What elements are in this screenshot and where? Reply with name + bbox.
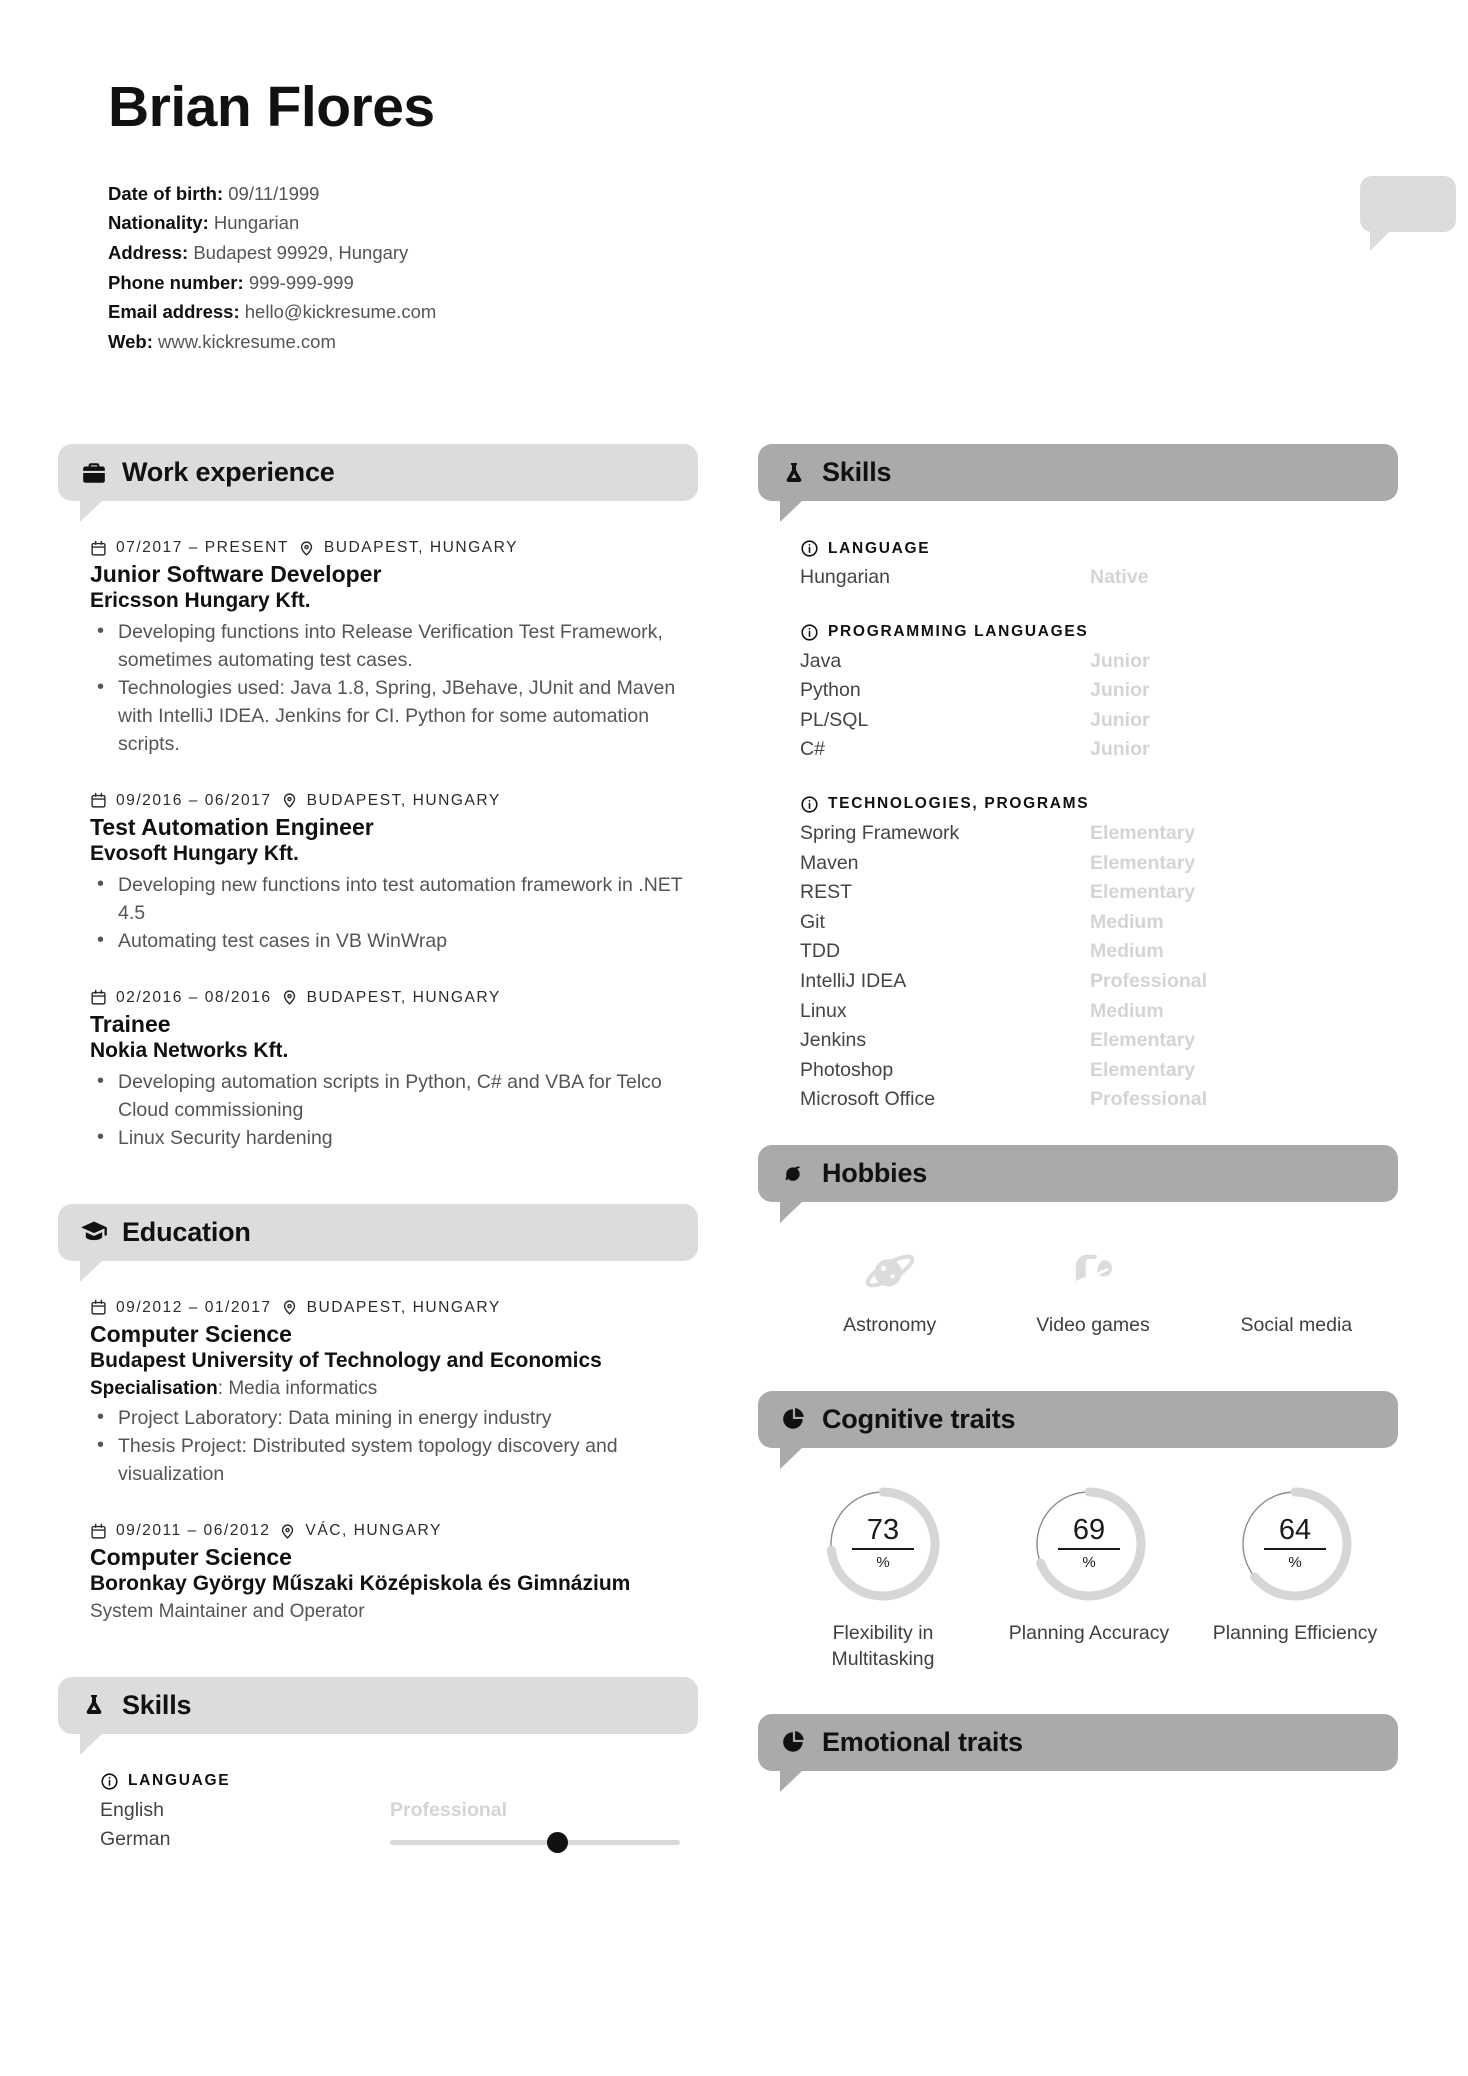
section-work-experience <box>58 444 698 1152</box>
section-header-skills-left <box>58 1677 698 1734</box>
skill-name: Maven <box>800 851 859 874</box>
entry-note: System Maintainer and Operator <box>90 1601 365 1623</box>
section-title: Skills <box>822 457 892 487</box>
entry-meta <box>90 539 698 557</box>
section-header-skills-right <box>758 444 1398 501</box>
section-title: Emotional traits <box>822 1726 1023 1757</box>
list-item: • Developing automation scripts in Python, C# and VBA for Telco Cloud commissioning <box>90 1068 698 1124</box>
section-title: Education <box>122 1216 251 1247</box>
entry-role: Junior Software Developer <box>90 561 382 587</box>
entry-bullets <box>90 618 698 758</box>
skill-level: Professional <box>1090 1088 1208 1111</box>
skill-name: REST <box>800 881 853 904</box>
skill-name: German <box>100 1828 171 1851</box>
skill-group-title: TECHNOLOGIES, PROGRAMS <box>828 795 1090 813</box>
planet-icon <box>788 1240 991 1302</box>
specialisation-label: Specialisation <box>90 1377 218 1399</box>
skill-group-header <box>800 795 1398 814</box>
section-cognitive-traits <box>758 1391 1398 1672</box>
contact-row <box>108 327 1468 357</box>
gauge-value: 69 <box>1072 1514 1106 1547</box>
skill-level: Medium <box>1090 940 1164 963</box>
entry-degree: Computer Science <box>90 1544 292 1571</box>
skill-name: Jenkins <box>800 1029 867 1052</box>
skill-group <box>58 1772 698 1855</box>
skill-level-slider[interactable] <box>390 1840 680 1845</box>
skill-level: Junior <box>1090 738 1150 761</box>
page-title: Brian Flores <box>108 75 435 139</box>
list-item: • Linux Security hardening <box>90 1124 698 1152</box>
contact-value[interactable]: www.kickresume.com <box>158 330 336 352</box>
contact-value: Hungarian <box>213 212 300 234</box>
graduation-cap-icon <box>80 1218 108 1246</box>
entry-bullets <box>90 1068 698 1152</box>
skill-name: Linux <box>800 999 847 1022</box>
contact-value: 09/11/1999 <box>228 182 320 204</box>
entry-bullets <box>90 871 698 955</box>
entry-meta <box>90 989 698 1007</box>
gauge-ring <box>825 1486 941 1602</box>
skill-group-title: LANGUAGE <box>828 539 931 557</box>
gauge-label: Planning Accuracy <box>1008 1621 1170 1644</box>
section-title: Hobbies <box>822 1157 928 1188</box>
hobbies-list <box>758 1240 1398 1337</box>
skill-name: TDD <box>800 940 841 963</box>
education-entry <box>58 1522 698 1625</box>
skill-name: PL/SQL <box>800 708 869 731</box>
skill-level: Elementary <box>1090 1029 1196 1052</box>
contact-label: Date of birth: <box>108 182 224 204</box>
hobby-label: Astronomy <box>843 1313 937 1336</box>
decorative-speech-bubble <box>1360 176 1456 232</box>
hobby-label: Social media <box>1240 1313 1353 1336</box>
pie-chart-icon <box>780 1405 808 1433</box>
hobby-label: Video games <box>1036 1313 1150 1336</box>
skill-row <box>800 878 1398 908</box>
skill-name: English <box>100 1798 164 1821</box>
entry-dates: 07/2017 – PRESENT <box>116 539 289 556</box>
skill-name: Spring Framework <box>800 821 960 844</box>
skill-level: Elementary <box>1090 881 1196 904</box>
entry-location: VÁC, HUNGARY <box>305 1522 442 1540</box>
skill-row <box>800 1056 1398 1086</box>
contact-value: Budapest 99929, Hungary <box>193 242 409 264</box>
skill-row <box>800 647 1398 677</box>
skill-name: IntelliJ IDEA <box>800 969 907 992</box>
contact-row <box>108 268 1468 298</box>
work-entry <box>58 539 698 758</box>
gauge-item <box>1192 1486 1398 1672</box>
section-header-education <box>58 1204 698 1261</box>
skill-name: Python <box>800 679 861 702</box>
entry-meta <box>90 1299 698 1317</box>
gauge-value-block <box>825 1486 941 1602</box>
contact-row <box>108 297 1468 327</box>
skill-name: Hungarian <box>800 566 890 588</box>
work-entry <box>58 792 698 955</box>
gamepad-icon <box>991 1240 1194 1302</box>
gauge-unit: % <box>876 1554 890 1572</box>
entry-location: BUDAPEST, HUNGARY <box>306 1298 501 1316</box>
entry-role: Test Automation Engineer <box>90 813 374 840</box>
contact-details <box>108 179 1468 357</box>
section-education <box>58 1204 698 1625</box>
skill-group <box>758 623 1398 765</box>
gauge-item <box>780 1486 986 1672</box>
skill-row <box>800 819 1398 849</box>
pie-chart-icon <box>780 1728 808 1756</box>
gauge-label: Flexibility in Multitasking <box>831 1621 935 1670</box>
work-entry <box>58 989 698 1152</box>
resume-header <box>0 0 1468 356</box>
skill-name: Java <box>800 649 842 672</box>
flask-icon <box>780 459 808 487</box>
skill-level: Junior <box>1090 649 1150 672</box>
section-skills-left <box>58 1677 698 1855</box>
social-icon <box>1195 1240 1398 1302</box>
briefcase-icon <box>80 459 108 487</box>
gauge-item <box>986 1486 1192 1672</box>
entry-org: Evosoft Hungary Kft. <box>90 841 299 865</box>
contact-label: Nationality: <box>108 212 209 234</box>
education-entry <box>58 1299 698 1489</box>
hobby-item <box>788 1240 991 1337</box>
entry-dates: 09/2012 – 01/2017 <box>116 1298 272 1316</box>
section-skills-right <box>758 444 1398 1115</box>
skill-row <box>800 563 1398 593</box>
entry-meta <box>90 1522 698 1540</box>
skill-level: Junior <box>1090 679 1150 702</box>
skill-level: Professional <box>1090 969 1208 992</box>
skill-name: Git <box>800 910 825 933</box>
skill-level: Professional <box>390 1798 508 1821</box>
entry-dates: 09/2011 – 06/2012 <box>116 1522 271 1540</box>
section-header-emotional <box>758 1714 1398 1771</box>
skill-name: C# <box>800 738 825 761</box>
contact-value[interactable]: hello@kickresume.com <box>244 301 437 323</box>
section-title: Skills <box>122 1689 192 1720</box>
skill-name: Photoshop <box>800 1058 894 1081</box>
entry-dates: 02/2016 – 08/2016 <box>116 988 272 1006</box>
contact-label: Web: <box>108 330 153 352</box>
skill-group-header <box>800 539 1398 558</box>
skill-group <box>758 795 1398 1115</box>
gauge-value-block <box>1237 1486 1353 1602</box>
skill-row <box>800 676 1398 706</box>
skill-level: Elementary <box>1090 821 1196 844</box>
entry-location: BUDAPEST, HUNGARY <box>306 791 501 809</box>
skill-level: Medium <box>1090 999 1164 1022</box>
contact-label: Address: <box>108 242 189 264</box>
contact-label: Email address: <box>108 301 240 323</box>
skill-row <box>800 1085 1398 1115</box>
gauge-ring <box>1237 1486 1353 1602</box>
entry-dates: 09/2016 – 06/2017 <box>116 791 272 809</box>
skill-row <box>800 1026 1398 1056</box>
list-item: • Developing functions into Release Verification Test Framework, sometimes automating test cases. <box>90 618 698 674</box>
entry-location: BUDAPEST, HUNGARY <box>306 988 501 1006</box>
entry-org: Nokia Networks Kft. <box>90 1038 289 1062</box>
entry-school: Budapest University of Technology and Economics <box>90 1348 602 1372</box>
gauge-unit: % <box>1288 1554 1302 1572</box>
skill-row <box>800 849 1398 879</box>
skill-group-title: PROGRAMMING LANGUAGES <box>828 623 1089 641</box>
list-item: • Technologies used: Java 1.8, Spring, JBehave, JUnit and Maven with IntelliJ IDEA. Jenkins for CI. Python for some automation scripts. <box>90 674 698 758</box>
skill-group-title: LANGUAGE <box>128 1772 231 1790</box>
hobby-item <box>991 1240 1194 1337</box>
section-title: Work experience <box>122 457 335 487</box>
skill-row <box>800 937 1398 967</box>
contact-row <box>108 238 1468 268</box>
skill-row <box>800 997 1398 1027</box>
section-title: Cognitive traits <box>822 1403 1016 1434</box>
entry-bullets <box>90 1404 698 1488</box>
gauge-value: 73 <box>866 1514 900 1547</box>
skill-row <box>800 735 1398 765</box>
entry-meta <box>90 792 698 810</box>
gauge-value: 64 <box>1278 1514 1312 1547</box>
entry-org: Ericsson Hungary Kft. <box>90 589 311 613</box>
entry-school: Boronkay György Műszaki Középiskola és Gimnázium <box>90 1572 631 1596</box>
skill-row <box>100 1796 698 1826</box>
contact-label: Phone number: <box>108 271 244 293</box>
flask-icon <box>80 1691 108 1719</box>
list-item: • Automating test cases in VB WinWrap <box>90 927 698 955</box>
section-header-cognitive <box>758 1391 1398 1448</box>
skill-level: Elementary <box>1090 851 1196 874</box>
section-header-work <box>58 444 698 501</box>
skill-group <box>758 539 1398 593</box>
entry-specialisation <box>90 1376 698 1402</box>
gauge-unit: % <box>1082 1554 1096 1572</box>
contact-row <box>108 208 1468 238</box>
skill-row <box>800 706 1398 736</box>
list-item: • Project Laboratory: Data mining in energy industry <box>90 1404 698 1432</box>
section-hobbies <box>758 1145 1398 1337</box>
skill-name: Microsoft Office <box>800 1088 936 1111</box>
planet-icon <box>780 1159 808 1187</box>
gauge-ring <box>1031 1486 1147 1602</box>
gauge-value-block <box>1031 1486 1147 1602</box>
contact-value: 999-999-999 <box>248 271 354 293</box>
hobby-item <box>1195 1240 1398 1337</box>
skill-group-header <box>100 1772 698 1791</box>
entry-location: BUDAPEST, HUNGARY <box>323 539 519 556</box>
skill-row <box>100 1825 698 1855</box>
gauge-label: Planning Efficiency <box>1212 1621 1378 1644</box>
cognitive-gauges <box>758 1486 1398 1672</box>
skill-level: Medium <box>1090 910 1164 933</box>
skill-level: Elementary <box>1090 1058 1196 1081</box>
skill-group-header <box>800 623 1398 642</box>
right-column <box>758 444 1398 1809</box>
left-column <box>58 444 698 1885</box>
skill-level: Junior <box>1090 708 1150 731</box>
section-header-hobbies <box>758 1145 1398 1202</box>
skill-row <box>800 967 1398 997</box>
specialisation-value: : Media informatics <box>217 1377 378 1399</box>
slider-knob[interactable] <box>547 1832 568 1853</box>
list-item: • Developing new functions into test automation framework in .NET 4.5 <box>90 871 698 927</box>
list-item: • Thesis Project: Distributed system topology discovery and visualization <box>90 1432 698 1488</box>
entry-degree: Computer Science <box>90 1320 292 1347</box>
skill-row <box>800 908 1398 938</box>
skill-level: Native <box>1090 566 1149 588</box>
section-emotional-traits <box>758 1714 1398 1771</box>
entry-role: Trainee <box>90 1010 171 1037</box>
contact-row <box>108 179 1468 209</box>
